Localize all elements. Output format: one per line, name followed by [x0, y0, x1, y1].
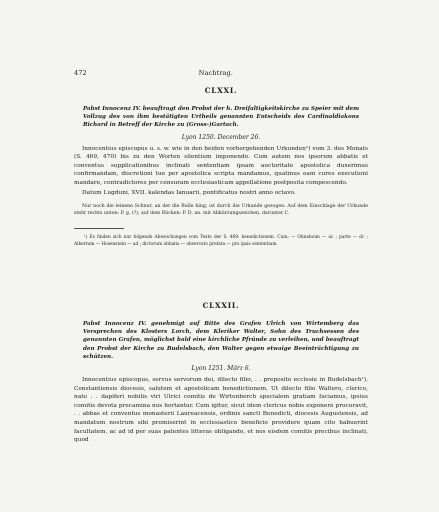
charter-number: CLXXI.: [204, 86, 238, 95]
footnote: ¹) Es finden sich nur folgende Abweichungen vom Texte der S. 469: benedictionem. Cum; — Ohnehoim — ac ; parte — dc ; Albertum — Hosenstein — ad ; dictorum abbatis — observato prefata — pro ipsis sententiam.: [74, 234, 368, 247]
charter-rubric: Pabst Innocenz IV. beauftragt den Probst der h. Dreifaltigkeitskirche zu Speier mit dem Vollzug des von ihm bestätigten Urtheils genannten Entscheids des Cardinaldiakons Richard in Betreff der Kirche zu (Gross-)Gartach.: [83, 106, 359, 129]
page-header: [74, 69, 365, 77]
running-title: Nachtrag.: [198, 69, 233, 77]
charter-clxxi: [74, 86, 368, 248]
charter-text: Innocentius episcopus u. s. w. wie in den beiden vorhergehenden Urkunden¹) vom 3. des Monats (S. 469, 470) bis zu den Worten silentium imponendo. Cum autem nos ipsorum abbatis et conventus supplicationibus inclinati sententiam ipsam auctoritate apostolica duxerimus confirmandam, discretioni tue per apostolica scripta mandamus, quatinus eam cures executioni mandare, contradictores per censuram ecclesiasticam appellatione postposita compescendo.: [74, 145, 368, 186]
charter-clxxii: [74, 301, 368, 446]
charter-dating-clause: Datum Lugduni, XVII. kalendas Ianuarii, pontificatus nostri anno octavo.: [82, 189, 296, 196]
page-number: 472: [74, 69, 87, 77]
charter-date: Lyon 1251. März 6.: [191, 365, 251, 373]
charter-rubric: Pabst Innocenz IV. genehmigt auf Bitte des Grafen Ulrich von Wirtemberg das Versprechen des Klosters Lorch, dem Kleriker Walter, Sohn des Truchsessen des genannten Grafen, möglichst bald eine kirchliche Pfründe zu verleihen, und beauftragt den Probst der Kirche zu Budelsbach, den Walter gegen etwaige Beeinträchtigung zu schützen.: [83, 321, 359, 360]
charter-text: Innocentius episcopus, servus servorum dei, dilecto filio, . . preposito ecclesie in Budelsbach¹), Constantiensis diocesis, salutem et apostolicam benedictionem. Ut dilecto filio Waltero, clerico, nato . . dapiferi nobilis viri Ulrici comitis de Wirtenberch specialem gratiam faciamus, ipsius comitis devota precamina nos hortantur. Cum igitur, sicut idem clericus nobis exponere procuravit, . . abbas et conventus monasterii Laureacensis, ordinis sancti Benedicti, diocesis Augustensis, ad mandatum nostrum sibi promiserint in ecclesiastico beneficio providere quam cito habuerint facultatem, ac ad id per suas patentes litteras obligando, et nos eisdem comitis precibus inclinati, quod: [74, 377, 368, 444]
charter-number: CLXXII.: [202, 301, 240, 310]
charter-date: Lyon 1250. December 26.: [181, 133, 261, 141]
archival-note: Nur noch die leinene Schnur, an der die Bulle hing, ist durch die Urkunde gezogen. Auf dem Einschlage der Urkunde steht rechts unten: P. g. (?), auf dem Rücken: P. D. an. mit Abkürzungszeichen, darunter C.: [74, 204, 368, 217]
footnote-rule: [74, 228, 124, 229]
